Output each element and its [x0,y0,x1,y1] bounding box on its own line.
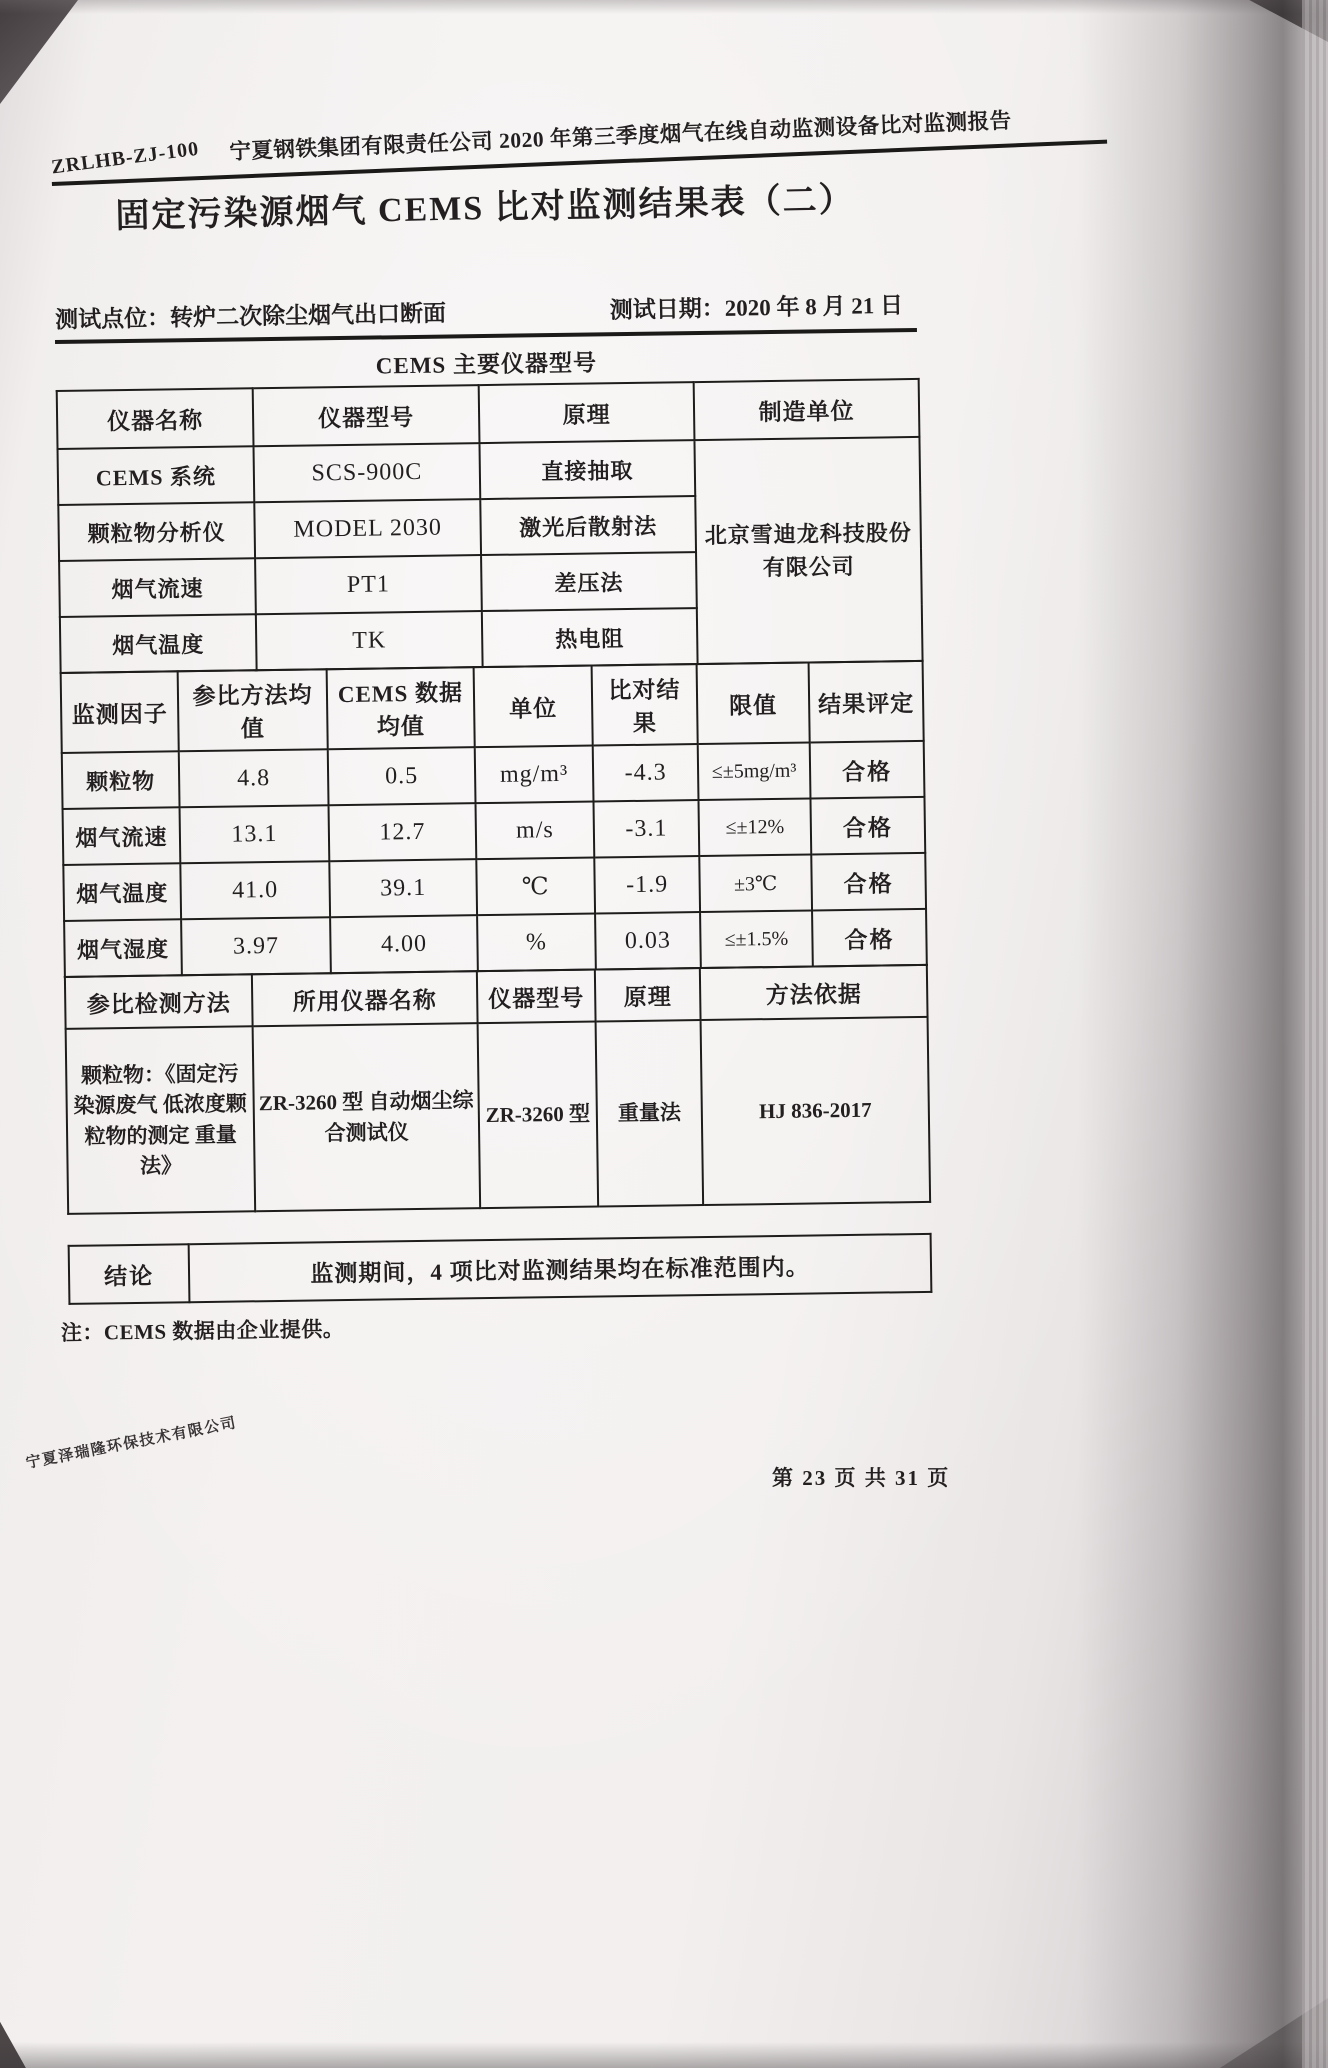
table-cell: -3.1 [593,800,699,857]
table-cell: ±3℃ [699,854,812,912]
column-header: 仪器型号 [253,385,480,446]
table-stack [55,328,931,1347]
doc-code: ZRLHB-ZJ-100 [50,137,201,179]
table-cell: PT1 [255,555,482,614]
column-header: 原理 [479,382,695,443]
conclusion-row [68,1233,933,1305]
report-header [50,86,1107,186]
table-row [69,1234,932,1304]
column-header: 监测因子 [61,671,179,753]
column-header: 单位 [474,666,593,748]
table-cell: 烟气流速 [59,558,256,617]
page-edge-shadow [1078,0,1328,2068]
column-header: 仪器名称 [57,388,254,449]
table-cell: mg/m³ [475,746,594,804]
table-cell: MODEL 2030 [254,499,481,558]
page-title: 固定污染源烟气 CEMS 比对监测结果表（二） [115,181,856,236]
table-cell: -1.9 [594,856,700,913]
column-header: 方法依据 [700,965,928,1020]
table-cell: 激光后散射法 [480,496,696,555]
table-cell: 39.1 [329,859,477,917]
column-header: 所用仪器名称 [252,971,478,1026]
table-cell: ℃ [476,858,595,916]
table-cell: 重量法 [596,1020,704,1206]
table-header-row [61,661,924,753]
table-cell: 热电阻 [482,608,698,667]
table-cell: 烟气温度 [63,863,181,921]
test-point-label: 测试点位： [54,305,171,333]
table-cell: TK [256,611,483,670]
column-header: 制造单位 [694,379,920,440]
table-cell: 13.1 [180,805,330,863]
table-cell: ZR-3260 型 自动烟尘综合测试仪 [253,1023,481,1211]
column-header: 限值 [697,663,810,745]
table-cell: 12.7 [329,803,477,861]
table-cell: HJ 836-2017 [701,1017,931,1205]
table-cell: 合格 [810,797,925,855]
manufacturer-cell: 北京雪迪龙科技股份有限公司 [694,437,922,664]
conclusion-text: 监测期间，4 项比对监测结果均在标准范围内。 [189,1234,932,1302]
table-cell: ≤±1.5% [700,910,813,968]
column-header: 比对结果 [592,664,698,745]
column-header: 仪器型号 [477,970,596,1024]
table-cell: 4.8 [179,749,329,807]
table-row [58,437,921,505]
corner-mark-top-left [0,0,78,104]
table-cell: 合格 [810,741,925,799]
test-point [55,295,447,335]
table-cell: 烟气湿度 [64,919,182,977]
comparison-result-table [60,660,928,978]
table-cell: SCS-900C [254,443,481,502]
table-cell: 差压法 [481,552,697,611]
table-cell: 颗粒物：《固定污染源废气 低浓度颗粒物的测定 重量法》 [66,1026,256,1214]
page-stack-edge [1302,0,1328,2068]
table-cell: ≤±12% [698,798,811,856]
test-date-value: 2020 年 8 月 21 日 [724,292,904,321]
table-cell: 0.03 [595,912,701,969]
corner-mark-bottom-right [1208,1998,1328,2068]
table-cell: ZR-3260 型 [478,1022,599,1209]
column-header: CEMS 数据均值 [327,667,475,749]
meta-row [55,286,917,334]
table-cell: 4.00 [330,915,478,973]
conclusion-label: 结论 [69,1244,190,1304]
table-cell: ≤±5mg/m³ [698,743,811,801]
table-cell: 0.5 [328,747,476,805]
report-title: 宁夏钢铁集团有限责任公司 2020 年第三季度烟气在线自动监测设备比对监测报告 [228,108,1013,164]
scan-top-shadow [0,0,1328,14]
column-header: 参比方法均值 [178,669,328,751]
table-caption: CEMS 主要仪器型号 [55,328,918,392]
footer-company-name: 宁夏泽瑞隆环保技术有限公司 [24,1415,239,1472]
test-point-value: 转炉二次除尘烟气出口断面 [169,300,447,331]
scan-bottom-shadow [0,2042,1328,2068]
page-number: 第 23 页 共 31 页 [772,1466,951,1490]
table-cell: CEMS 系统 [58,446,255,505]
table-cell: 直接抽取 [479,440,695,499]
table-cell: % [477,914,596,972]
table-cell: 烟气流速 [63,807,181,865]
table-cell: 颗粒物 [62,751,180,809]
column-header: 结果评定 [809,661,924,743]
table-cell: 合格 [811,853,926,911]
test-date [609,286,917,324]
corner-mark-top-right [1232,0,1328,42]
table-cell: 3.97 [181,917,331,975]
corner-mark-bottom-left [0,2002,54,2068]
test-date-label: 测试日期： [609,295,725,323]
column-header: 参比检测方法 [65,974,253,1029]
table-cell: 合格 [812,909,927,967]
table-row [66,1017,930,1214]
table-cell: -4.3 [593,744,699,801]
cems-instrument-table [56,378,924,674]
column-header: 原理 [595,968,701,1021]
reference-method-table [64,964,931,1215]
table-cell: 烟气温度 [60,614,257,673]
table-cell: 颗粒物分析仪 [58,502,255,561]
table-cell: m/s [476,802,595,860]
table-cell: 41.0 [180,861,330,919]
footnote: 注：CEMS 数据由企业提供。 [60,1317,345,1346]
